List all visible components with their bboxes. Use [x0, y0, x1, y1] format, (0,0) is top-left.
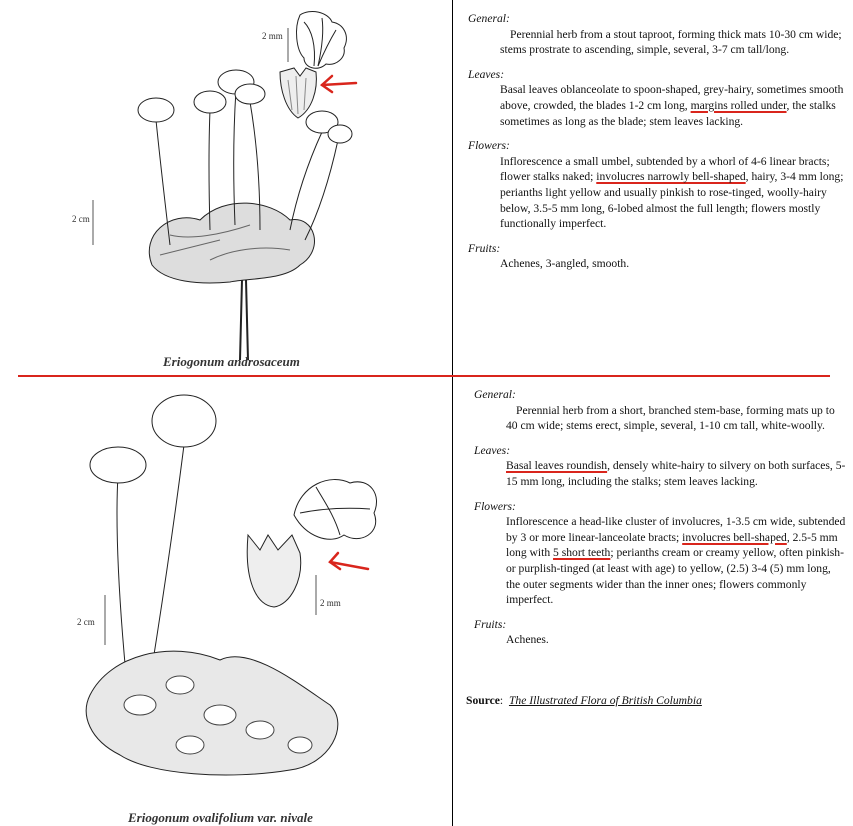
scale-label-small: 2 mm	[262, 31, 283, 41]
scale-label-small: 2 mm	[320, 598, 341, 608]
highlight: Basal leaves roundish	[506, 459, 608, 473]
section-body: Perennial herb from a short, branched stem-base, forming mats up to 40 cm wide; stems erect, simple, several, 1-10 cm tall, white-woolly.	[506, 403, 835, 433]
section-label: General:	[468, 12, 510, 25]
section-label: Flowers:	[468, 139, 510, 153]
section-body: Achenes, 3-angled, smooth.	[500, 257, 630, 271]
androsaceum-illustration	[60, 10, 450, 360]
section-label: General:	[474, 388, 516, 401]
section-label: Leaves:	[474, 443, 511, 457]
source-title-link[interactable]: The Illustrated Flora of British Columbia	[508, 694, 702, 707]
highlight: involucres narrowly bell-shaped	[596, 170, 746, 184]
horizontal-divider	[18, 375, 830, 377]
source-line: Source: The Illustrated Flora of British Columbia	[466, 694, 702, 707]
section-body: Inflorescence a small umbel, subtended by a whorl of 4-6 linear bracts; flower stalks naked; involucres narrowly bell-shaped, hairy, 3-4 mm long; perianths light yellow and usually pinkish to rose-tinged, woolly-hairy below, 3.5-5 mm long, 6-lobed almost the full length; flowers mostly functionally imperfect.	[500, 154, 844, 231]
section-body: Basal leaves oblanceolate to spoon-shaped, grey-hairy, sometimes smooth above, crowded, the blades 1-2 cm long, margins rolled under, the stalks sometimes as long as the blade; stem leaves lacking.	[500, 83, 844, 128]
ovalifolium-description	[474, 387, 846, 657]
ovalifolium-illustration	[30, 385, 440, 805]
highlight: 5 short teeth	[553, 546, 611, 560]
caption-androsaceum: Eriogonum androsaceum	[163, 354, 300, 369]
androsaceum-description	[468, 11, 844, 281]
section-body: Achenes.	[506, 633, 549, 647]
caption-ovalifolium: Eriogonum ovalifolium var. nivale	[128, 810, 313, 825]
scale-label-large: 2 cm	[77, 617, 95, 627]
section-label: Flowers:	[474, 499, 516, 513]
section-body: Inflorescence a head-like cluster of involucres, 1-3.5 cm wide, subtended by 3 or more linear-lanceolate bracts; involucres bell-shaped, 2.5-5 mm long with 5 short teeth; perianths cream or creamy yellow, often pinkish- or purplish-tinged (at least with age) to yellow, (2.5) 3-4 (5) mm long, the outer segments wider than the inner ones; flowers commonly imperfect.	[506, 515, 846, 607]
vertical-divider	[452, 0, 453, 826]
section-body: Basal leaves roundish, densely white-hairy to silvery on both surfaces, 5-15 mm long, including the stalks; stem leaves lacking.	[506, 459, 846, 488]
section-body: Perennial herb from a stout taproot, forming thick mats 10-30 cm wide; stems prostrate to ascending, simple, several, 3-7 cm tall/long.	[500, 27, 842, 57]
highlight: involucres bell-shaped	[682, 530, 787, 544]
highlight: margins rolled under	[690, 98, 787, 112]
section-label: Fruits:	[474, 617, 507, 631]
scale-label-large: 2 cm	[72, 214, 90, 224]
source-label: Source	[466, 694, 500, 707]
section-label: Fruits:	[468, 241, 501, 255]
section-label: Leaves:	[468, 67, 505, 81]
